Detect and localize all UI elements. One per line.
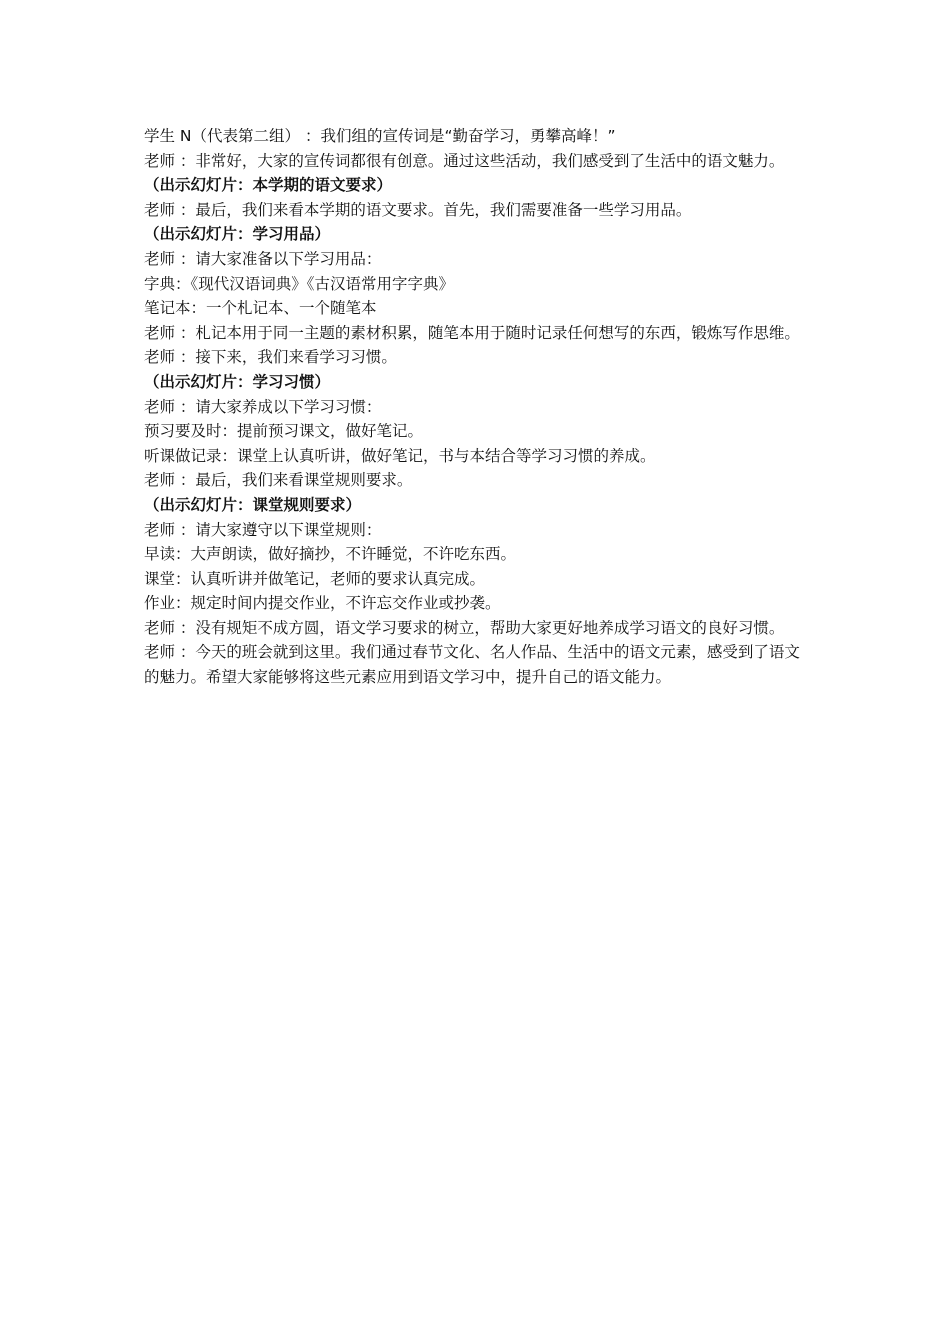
dialogue-teacher: 老师 ：今天的班会就到这里。我们通过春节文化、名人作品、生活中的语文元素，感受到了语文的魅力。希望大家能够将这些元素应用到语文学习中，提升自己的语文能力。 — [144, 643, 800, 687]
dialogue-teacher: 老师 ：请大家遵守以下课堂规则： — [144, 520, 382, 539]
dialogue-teacher: 老师 ：非常好，大家的宣传词都很有创意。通过这些活动，我们感受到了生活中的语文魅力。 — [144, 151, 785, 170]
dialogue-teacher: 老师 ：札记本用于同一主题的素材积累，随笔本用于随时记录任何想写的东西，锻炼写作思维。 — [144, 323, 800, 342]
document-page — [144, 124, 808, 690]
list-item: 课堂：认真听讲并做笔记，老师的要求认真完成。 — [144, 569, 486, 588]
list-item: 预习要及时：提前预习课文，做好笔记。 — [144, 422, 424, 441]
slide-heading: （出示幻灯片：本学期的语文要求） — [144, 176, 393, 195]
list-item: 笔记本：一个札记本、一个随笔本 — [144, 299, 377, 318]
list-item: 早读：大声朗读，做好摘抄，不许睡觉，不许吃东西。 — [144, 545, 517, 564]
list-item: 作业：规定时间内提交作业，不许忘交作业或抄袭。 — [144, 594, 501, 613]
slide-heading: （出示幻灯片：学习习惯） — [144, 372, 331, 391]
list-item: 听课做记录：课堂上认真听讲，做好笔记，书与本结合等学习习惯的养成。 — [144, 446, 656, 465]
slide-heading: （出示幻灯片：学习用品） — [144, 225, 331, 244]
dialogue-teacher: 老师 ：最后，我们来看课堂规则要求。 — [144, 471, 413, 490]
dialogue-teacher: 老师 ：请大家准备以下学习用品： — [144, 249, 382, 268]
slide-heading: （出示幻灯片：课堂规则要求） — [144, 495, 362, 514]
dialogue-teacher: 老师 ：最后，我们来看本学期的语文要求。首先，我们需要准备一些学习用品。 — [144, 200, 692, 219]
dialogue-teacher: 老师 ：接下来，我们来看学习习惯。 — [144, 348, 397, 367]
dialogue-student-n: 学生 N（代表第二组） ：我们组的宣传词是“勤奋学习，勇攀高峰！” — [144, 127, 616, 145]
dialogue-teacher: 老师 ：请大家养成以下学习习惯： — [144, 397, 382, 416]
list-item: 字典：《现代汉语词典》《古汉语常用字字典》 — [144, 274, 455, 293]
dialogue-teacher: 老师 ：没有规矩不成方圆，语文学习要求的树立，帮助大家更好地养成学习语文的良好习惯。 — [144, 618, 785, 637]
